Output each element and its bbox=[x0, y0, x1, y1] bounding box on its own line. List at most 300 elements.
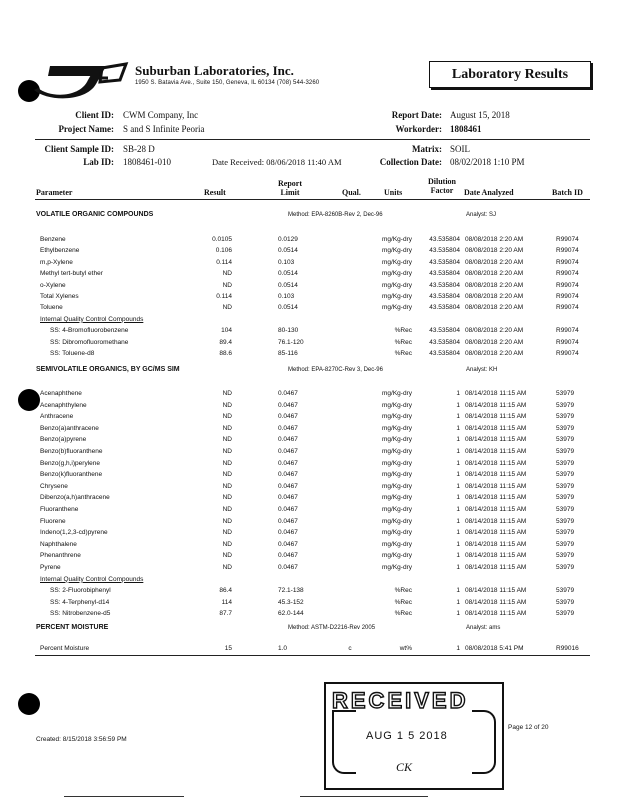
cell-date: 08/14/2018 11:15 AM bbox=[465, 436, 527, 444]
cell-dilution: 1 bbox=[456, 587, 460, 595]
cell-units: mg/Kg-dry bbox=[382, 247, 412, 255]
cell-parameter: Pyrene bbox=[40, 564, 61, 571]
qc-row bbox=[0, 599, 618, 609]
cell-result: ND bbox=[222, 506, 232, 513]
cell-date: 08/08/2018 2:20 AM bbox=[465, 350, 524, 357]
cell-result: ND bbox=[222, 494, 232, 502]
cell-batch: R99074 bbox=[556, 338, 579, 346]
cell-units: mg/Kg-dry bbox=[382, 390, 412, 397]
cell-units: mg/Kg-dry bbox=[382, 471, 412, 479]
table-row bbox=[0, 494, 618, 504]
cell-date: 08/14/2018 11:15 AM bbox=[465, 424, 527, 432]
stamp-date: AUG 1 5 2018 bbox=[366, 730, 448, 742]
cell-limit: 76.1-120 bbox=[278, 338, 304, 346]
table-row bbox=[0, 390, 618, 400]
section-analyst: Analyst: ams bbox=[466, 625, 501, 631]
cell-parameter: Phenanthrene bbox=[40, 552, 81, 560]
cell-units: wt% bbox=[399, 645, 412, 652]
lab-id-value: 1808461-010 bbox=[123, 157, 171, 167]
workorder-value: 1808461 bbox=[450, 124, 482, 134]
cell-date: 08/14/2018 11:15 AM bbox=[465, 459, 527, 467]
cell-batch: 53979 bbox=[556, 552, 575, 560]
cell-parameter: Fluorene bbox=[40, 517, 66, 525]
cell-dilution: 1 bbox=[456, 540, 460, 548]
cell-limit: 85-116 bbox=[278, 350, 298, 357]
col-dilution-line2: Factor bbox=[430, 186, 454, 195]
cell-units: mg/Kg-dry bbox=[382, 540, 412, 548]
cell-limit: 0.0514 bbox=[278, 304, 298, 312]
cell-dilution: 43.535804 bbox=[429, 247, 460, 255]
cell-limit: 0.0467 bbox=[278, 517, 298, 525]
cell-dilution: 1 bbox=[456, 552, 460, 560]
section-method: Method: ASTM-D2216-Rev 2005 bbox=[288, 625, 376, 631]
table-row bbox=[0, 247, 618, 257]
cell-date: 08/14/2018 11:15 AM bbox=[465, 482, 527, 490]
cell-result: ND bbox=[222, 482, 232, 490]
cell-units: mg/Kg-dry bbox=[382, 281, 412, 289]
cell-date: 08/08/2018 2:20 AM bbox=[465, 281, 524, 289]
cell-result: ND bbox=[222, 304, 232, 312]
col-batch-id: Batch ID bbox=[552, 188, 583, 197]
cell-parameter: Benzo(g,h,i)perylene bbox=[40, 459, 100, 467]
cell-parameter: Benzo(k)fluoranthene bbox=[40, 471, 103, 479]
cell-batch: 53979 bbox=[556, 436, 575, 444]
cell-limit: 72.1-138 bbox=[278, 587, 304, 595]
cell-result: ND bbox=[222, 281, 232, 289]
table-row bbox=[0, 518, 618, 528]
cell-date: 08/14/2018 11:15 AM bbox=[465, 413, 527, 421]
cell-dilution: 1 bbox=[456, 494, 460, 502]
section-title: PERCENT MOISTURE bbox=[36, 624, 109, 631]
cell-batch: 53979 bbox=[556, 540, 575, 548]
cell-batch: 53979 bbox=[556, 587, 575, 595]
cell-batch: 53979 bbox=[556, 413, 575, 421]
cell-result: ND bbox=[222, 540, 232, 548]
cell-units: mg/Kg-dry bbox=[382, 506, 412, 513]
cell-limit: 0.0467 bbox=[278, 471, 298, 479]
col-parameter: Parameter bbox=[36, 188, 73, 197]
table-row bbox=[0, 645, 618, 655]
cell-batch: R99074 bbox=[556, 270, 579, 278]
collection-date-label: Collection Date: bbox=[379, 157, 442, 167]
section-analyst: Analyst: KH bbox=[466, 367, 498, 373]
qc-heading-label: Internal Quality Control Compounds bbox=[40, 575, 144, 583]
matrix-label: Matrix: bbox=[412, 144, 442, 154]
report-date-label: Report Date: bbox=[391, 110, 442, 120]
cell-parameter: Naphthalene bbox=[40, 540, 77, 548]
cell-batch: R99074 bbox=[556, 281, 579, 289]
cell-result: 89.4 bbox=[219, 338, 232, 346]
cell-result: ND bbox=[222, 471, 232, 479]
cell-units: mg/Kg-dry bbox=[382, 401, 412, 409]
cell-date: 08/08/2018 2:20 AM bbox=[465, 258, 524, 266]
stamp-initials: CK bbox=[396, 760, 413, 774]
table-row bbox=[0, 552, 618, 562]
cell-limit: 0.0467 bbox=[278, 506, 298, 513]
cell-batch: R99074 bbox=[556, 247, 579, 255]
cell-units: mg/Kg-dry bbox=[382, 236, 412, 243]
cell-batch: 53979 bbox=[556, 401, 575, 409]
cell-batch: 53979 bbox=[556, 506, 575, 513]
cell-parameter: SS: 4-Bromofluorobenzene bbox=[50, 327, 129, 335]
project-name-label: Project Name: bbox=[58, 124, 114, 134]
cell-units: mg/Kg-dry bbox=[382, 436, 412, 444]
company-name: Suburban Laboratories, Inc. bbox=[135, 63, 294, 78]
workorder-label: Workorder: bbox=[395, 124, 442, 134]
table-row bbox=[0, 293, 618, 303]
cell-limit: 0.0467 bbox=[278, 436, 298, 444]
cell-date: 08/08/2018 5:41 PM bbox=[465, 645, 524, 652]
client-id-value: CWM Company, Inc bbox=[123, 110, 199, 120]
cell-limit: 0.0467 bbox=[278, 448, 298, 455]
cell-result: 86.4 bbox=[219, 587, 232, 595]
collection-date-value: 08/02/2018 1:10 PM bbox=[450, 157, 525, 167]
table-row bbox=[0, 402, 618, 412]
cell-parameter: SS: 4-Terphenyl-d14 bbox=[50, 598, 110, 606]
cell-date: 08/14/2018 11:15 AM bbox=[465, 529, 527, 537]
cell-date: 08/08/2018 2:20 AM bbox=[465, 293, 524, 300]
cell-limit: 0.0467 bbox=[278, 564, 298, 571]
cell-result: ND bbox=[222, 401, 232, 409]
cell-dilution: 1 bbox=[456, 390, 460, 397]
cell-dilution: 1 bbox=[456, 598, 460, 606]
table-row bbox=[0, 529, 618, 539]
cell-batch: 53979 bbox=[556, 529, 575, 537]
cell-date: 08/08/2018 2:20 AM bbox=[465, 236, 524, 243]
cell-batch: R99074 bbox=[556, 327, 579, 335]
cell-date: 08/14/2018 11:15 AM bbox=[465, 517, 527, 525]
stamp-frame-left bbox=[332, 710, 356, 774]
table-row bbox=[0, 541, 618, 551]
cell-parameter: Acenaphthylene bbox=[40, 401, 87, 409]
cell-date: 08/14/2018 11:15 AM bbox=[465, 448, 527, 455]
cell-batch: R99074 bbox=[556, 293, 579, 300]
cell-dilution: 43.535804 bbox=[429, 270, 460, 278]
cell-result: ND bbox=[222, 529, 232, 537]
cell-result: ND bbox=[222, 517, 232, 525]
cell-dilution: 43.535804 bbox=[429, 293, 460, 300]
cell-limit: 80-130 bbox=[278, 327, 299, 335]
cell-limit: 62.0-144 bbox=[278, 610, 304, 618]
cell-dilution: 1 bbox=[456, 413, 460, 421]
cell-limit: 0.0467 bbox=[278, 482, 298, 490]
cell-result: 15 bbox=[224, 645, 232, 652]
cell-limit: 0.0467 bbox=[278, 494, 298, 502]
cell-batch: 53979 bbox=[556, 598, 575, 606]
cell-dilution: 43.535804 bbox=[429, 281, 460, 289]
table-row bbox=[0, 413, 618, 423]
cell-parameter: Percent Moisture bbox=[40, 645, 90, 652]
cell-batch: 53979 bbox=[556, 610, 575, 618]
section-title: SEMIVOLATILE ORGANICS, BY GC/MS SIM bbox=[36, 366, 180, 373]
cell-dilution: 1 bbox=[456, 529, 460, 537]
cell-limit: 45.3-152 bbox=[278, 598, 304, 606]
cell-parameter: Acenaphthene bbox=[40, 390, 82, 397]
cell-batch: R99016 bbox=[556, 645, 579, 652]
cell-date: 08/14/2018 11:15 AM bbox=[465, 494, 527, 502]
received-stamp bbox=[324, 682, 504, 790]
footer-line-left bbox=[64, 796, 184, 797]
cell-units: mg/Kg-dry bbox=[382, 424, 412, 432]
cell-limit: 0.0514 bbox=[278, 281, 298, 289]
cell-limit: 0.0514 bbox=[278, 247, 298, 255]
cell-dilution: 1 bbox=[456, 436, 460, 444]
qc-heading bbox=[0, 316, 618, 326]
cell-result: 114 bbox=[221, 598, 232, 606]
cell-date: 08/14/2018 11:15 AM bbox=[465, 564, 527, 571]
qc-heading bbox=[0, 576, 618, 586]
cell-result: ND bbox=[222, 552, 232, 560]
cell-units: mg/Kg-dry bbox=[382, 304, 412, 312]
cell-parameter: Methyl tert-butyl ether bbox=[40, 270, 103, 278]
section-method: Method: EPA-8260B-Rev 2, Dec-96 bbox=[288, 212, 383, 218]
table-row bbox=[0, 564, 618, 574]
cell-result: 87.7 bbox=[219, 610, 232, 618]
cell-units: %Rec bbox=[394, 598, 412, 606]
cell-date: 08/08/2018 2:20 AM bbox=[465, 247, 524, 255]
header-divider bbox=[35, 199, 590, 200]
cell-date: 08/14/2018 11:15 AM bbox=[465, 552, 527, 560]
cell-units: mg/Kg-dry bbox=[382, 494, 412, 502]
cell-result: 104 bbox=[221, 327, 232, 335]
stamp-received-word: RECEIVED bbox=[332, 688, 469, 713]
cell-batch: 53979 bbox=[556, 494, 575, 502]
cell-parameter: SS: Toluene-d8 bbox=[50, 350, 95, 357]
cell-result: ND bbox=[222, 270, 232, 278]
cell-date: 08/08/2018 2:20 AM bbox=[465, 327, 524, 335]
cell-dilution: 43.535804 bbox=[429, 327, 460, 335]
col-qual: Qual. bbox=[342, 188, 361, 197]
cell-units: mg/Kg-dry bbox=[382, 448, 412, 455]
cell-parameter: Fluoranthene bbox=[40, 506, 79, 513]
col-report-limit-line1: Report bbox=[278, 179, 302, 188]
cell-limit: 1.0 bbox=[278, 645, 288, 652]
cell-dilution: 43.535804 bbox=[429, 304, 460, 312]
cell-dilution: 43.535804 bbox=[429, 236, 460, 243]
cell-batch: R99074 bbox=[556, 304, 579, 312]
cell-parameter: Benzo(a)anthracene bbox=[40, 424, 99, 432]
table-row bbox=[0, 270, 618, 280]
cell-limit: 0.0467 bbox=[278, 552, 298, 560]
qc-row bbox=[0, 587, 618, 597]
table-row bbox=[0, 259, 618, 269]
cell-result: 0.106 bbox=[215, 247, 232, 255]
cell-dilution: 1 bbox=[456, 424, 460, 432]
page-number: Page 12 of 20 bbox=[508, 724, 549, 731]
cell-date: 08/14/2018 11:15 AM bbox=[465, 506, 527, 513]
cell-limit: 0.0467 bbox=[278, 540, 298, 548]
cell-date: 08/08/2018 2:20 AM bbox=[465, 304, 524, 312]
cell-parameter: SS: Dibromofluoromethane bbox=[50, 338, 129, 346]
cell-parameter: Anthracene bbox=[40, 413, 74, 421]
document-title: Laboratory Results bbox=[429, 61, 591, 88]
col-units: Units bbox=[384, 188, 403, 197]
cell-parameter: Benzene bbox=[40, 236, 66, 243]
cell-units: mg/Kg-dry bbox=[382, 459, 412, 467]
cell-dilution: 43.535804 bbox=[429, 258, 460, 266]
cell-date: 08/14/2018 11:15 AM bbox=[465, 471, 527, 479]
cell-result: ND bbox=[222, 459, 232, 467]
cell-dilution: 1 bbox=[456, 610, 460, 618]
section-analyst: Analyst: SJ bbox=[466, 212, 497, 218]
cell-dilution: 1 bbox=[456, 401, 460, 409]
cell-batch: R99074 bbox=[556, 350, 579, 357]
cell-result: ND bbox=[222, 564, 232, 571]
qc-row bbox=[0, 339, 618, 349]
cell-dilution: 1 bbox=[456, 564, 460, 571]
cell-result: 0.0105 bbox=[212, 236, 232, 243]
col-date-analyzed: Date Analyzed bbox=[464, 188, 514, 197]
cell-date: 08/08/2018 2:20 AM bbox=[465, 270, 524, 278]
table-row bbox=[0, 460, 618, 470]
cell-dilution: 1 bbox=[456, 448, 460, 455]
cell-limit: 0.0514 bbox=[278, 270, 298, 278]
col-report-limit bbox=[276, 179, 304, 197]
cell-parameter: SS: 2-Fluorobiphenyl bbox=[50, 587, 111, 595]
cell-dilution: 1 bbox=[456, 482, 460, 490]
cell-parameter: SS: Nitrobenzene-d5 bbox=[50, 610, 111, 618]
cell-result: 88.6 bbox=[219, 350, 232, 357]
table-end-divider bbox=[35, 655, 590, 656]
cell-date: 08/14/2018 11:15 AM bbox=[465, 401, 527, 409]
cell-batch: 53979 bbox=[556, 459, 575, 467]
cell-batch: 53979 bbox=[556, 448, 575, 455]
cell-units: %Rec bbox=[394, 610, 412, 618]
cell-limit: 0.103 bbox=[278, 293, 295, 300]
cell-result: ND bbox=[222, 424, 232, 432]
cell-limit: 0.0467 bbox=[278, 413, 298, 421]
cell-units: %Rec bbox=[394, 587, 412, 595]
col-result: Result bbox=[204, 188, 226, 197]
table-row bbox=[0, 483, 618, 493]
footer-line-right bbox=[300, 796, 428, 797]
cell-parameter: Indeno(1,2,3-cd)pyrene bbox=[40, 529, 108, 537]
cell-limit: 0.0129 bbox=[278, 236, 298, 243]
cell-units: mg/Kg-dry bbox=[382, 517, 412, 525]
cell-parameter: Benzo(b)fluoranthene bbox=[40, 448, 103, 455]
table-row bbox=[0, 471, 618, 481]
cell-parameter: Chrysene bbox=[40, 482, 68, 490]
lab-logo-icon bbox=[30, 58, 130, 100]
cell-units: %Rec bbox=[394, 338, 412, 346]
cell-limit: 0.103 bbox=[278, 258, 295, 266]
cell-units: %Rec bbox=[394, 350, 412, 357]
cell-parameter: Benzo(a)pyrene bbox=[40, 436, 87, 444]
cell-units: mg/Kg-dry bbox=[382, 270, 412, 278]
cell-result: ND bbox=[222, 436, 232, 444]
cell-batch: 53979 bbox=[556, 471, 575, 479]
cell-result: 0.114 bbox=[216, 258, 232, 266]
cell-qual: c bbox=[348, 645, 352, 652]
cell-result: 0.114 bbox=[216, 293, 232, 300]
cell-date: 08/14/2018 11:15 AM bbox=[465, 610, 527, 618]
qc-row bbox=[0, 327, 618, 337]
cell-date: 08/14/2018 11:15 AM bbox=[465, 587, 527, 595]
project-name-value: S and S Infinite Peoria bbox=[123, 124, 205, 134]
cell-batch: 53979 bbox=[556, 390, 575, 397]
col-report-limit-line2: Limit bbox=[280, 188, 300, 197]
section-title: VOLATILE ORGANIC COMPOUNDS bbox=[36, 211, 154, 218]
table-row bbox=[0, 236, 618, 246]
cell-units: mg/Kg-dry bbox=[382, 552, 412, 560]
cell-limit: 0.0467 bbox=[278, 390, 298, 397]
cell-dilution: 43.535804 bbox=[429, 338, 460, 346]
cell-dilution: 1 bbox=[456, 471, 460, 479]
cell-result: ND bbox=[222, 413, 232, 421]
cell-units: mg/Kg-dry bbox=[382, 413, 412, 421]
cell-parameter: Ethylbenzene bbox=[40, 247, 80, 255]
cell-parameter: Toluene bbox=[40, 304, 63, 312]
stamp-frame-right bbox=[472, 710, 496, 774]
cell-result: ND bbox=[222, 448, 232, 455]
cell-dilution: 1 bbox=[456, 645, 460, 652]
cell-batch: 53979 bbox=[556, 517, 575, 525]
company-address: 1950 S. Batavia Ave., Suite 150, Geneva, IL 60134 (708) 544-3260 bbox=[135, 80, 320, 86]
cell-units: mg/Kg-dry bbox=[382, 258, 412, 266]
cell-dilution: 1 bbox=[456, 517, 460, 525]
client-id-label: Client ID: bbox=[75, 110, 114, 120]
cell-date: 08/08/2018 2:20 AM bbox=[465, 338, 524, 346]
report-date-value: August 15, 2018 bbox=[450, 110, 510, 120]
created-timestamp: Created: 8/15/2018 3:56:59 PM bbox=[36, 736, 127, 743]
matrix-value: SOIL bbox=[450, 144, 470, 154]
cell-limit: 0.0467 bbox=[278, 424, 298, 432]
date-received: Date Received: 08/06/2018 11:40 AM bbox=[212, 157, 342, 167]
cell-date: 08/14/2018 11:15 AM bbox=[465, 390, 527, 397]
cell-limit: 0.0467 bbox=[278, 459, 298, 467]
cell-units: mg/Kg-dry bbox=[382, 564, 412, 571]
cell-batch: R99074 bbox=[556, 236, 579, 243]
cell-parameter: Total Xylenes bbox=[40, 293, 79, 300]
cell-parameter: m,p-Xylene bbox=[40, 258, 73, 266]
sample-id-label: Client Sample ID: bbox=[44, 144, 114, 154]
table-row bbox=[0, 425, 618, 435]
cell-date: 08/14/2018 11:15 AM bbox=[465, 540, 527, 548]
cell-limit: 0.0467 bbox=[278, 529, 298, 537]
qc-row bbox=[0, 610, 618, 620]
cell-parameter: Dibenzo(a,h)anthracene bbox=[40, 494, 110, 502]
cell-date: 08/14/2018 11:15 AM bbox=[465, 598, 527, 606]
cell-batch: 53979 bbox=[556, 424, 575, 432]
qc-heading-label: Internal Quality Control Compounds bbox=[40, 315, 144, 323]
cell-dilution: 1 bbox=[456, 459, 460, 467]
qc-row bbox=[0, 350, 618, 360]
cell-units: mg/Kg-dry bbox=[382, 293, 412, 300]
cell-dilution: 1 bbox=[456, 506, 460, 513]
table-row bbox=[0, 506, 618, 516]
cell-units: %Rec bbox=[394, 327, 412, 335]
cell-batch: 53979 bbox=[556, 564, 575, 571]
col-dilution bbox=[424, 177, 460, 195]
cell-batch: 53979 bbox=[556, 482, 575, 490]
col-dilution-line1: Dilution bbox=[427, 177, 456, 186]
section-method: Method: EPA-8270C-Rev 3, Dec-96 bbox=[288, 367, 383, 373]
punch-hole-bottom bbox=[18, 693, 40, 715]
sample-id-value: SB-28 D bbox=[123, 144, 155, 154]
cell-result: ND bbox=[222, 390, 232, 397]
table-row bbox=[0, 436, 618, 446]
cell-units: mg/Kg-dry bbox=[382, 482, 412, 490]
cell-units: mg/Kg-dry bbox=[382, 529, 412, 537]
table-row bbox=[0, 282, 618, 292]
table-row bbox=[0, 448, 618, 458]
cell-dilution: 43.535804 bbox=[429, 350, 460, 357]
table-row bbox=[0, 304, 618, 314]
divider bbox=[35, 139, 590, 140]
lab-id-label: Lab ID: bbox=[83, 157, 114, 167]
cell-limit: 0.0467 bbox=[278, 401, 298, 409]
cell-batch: R99074 bbox=[556, 258, 579, 266]
